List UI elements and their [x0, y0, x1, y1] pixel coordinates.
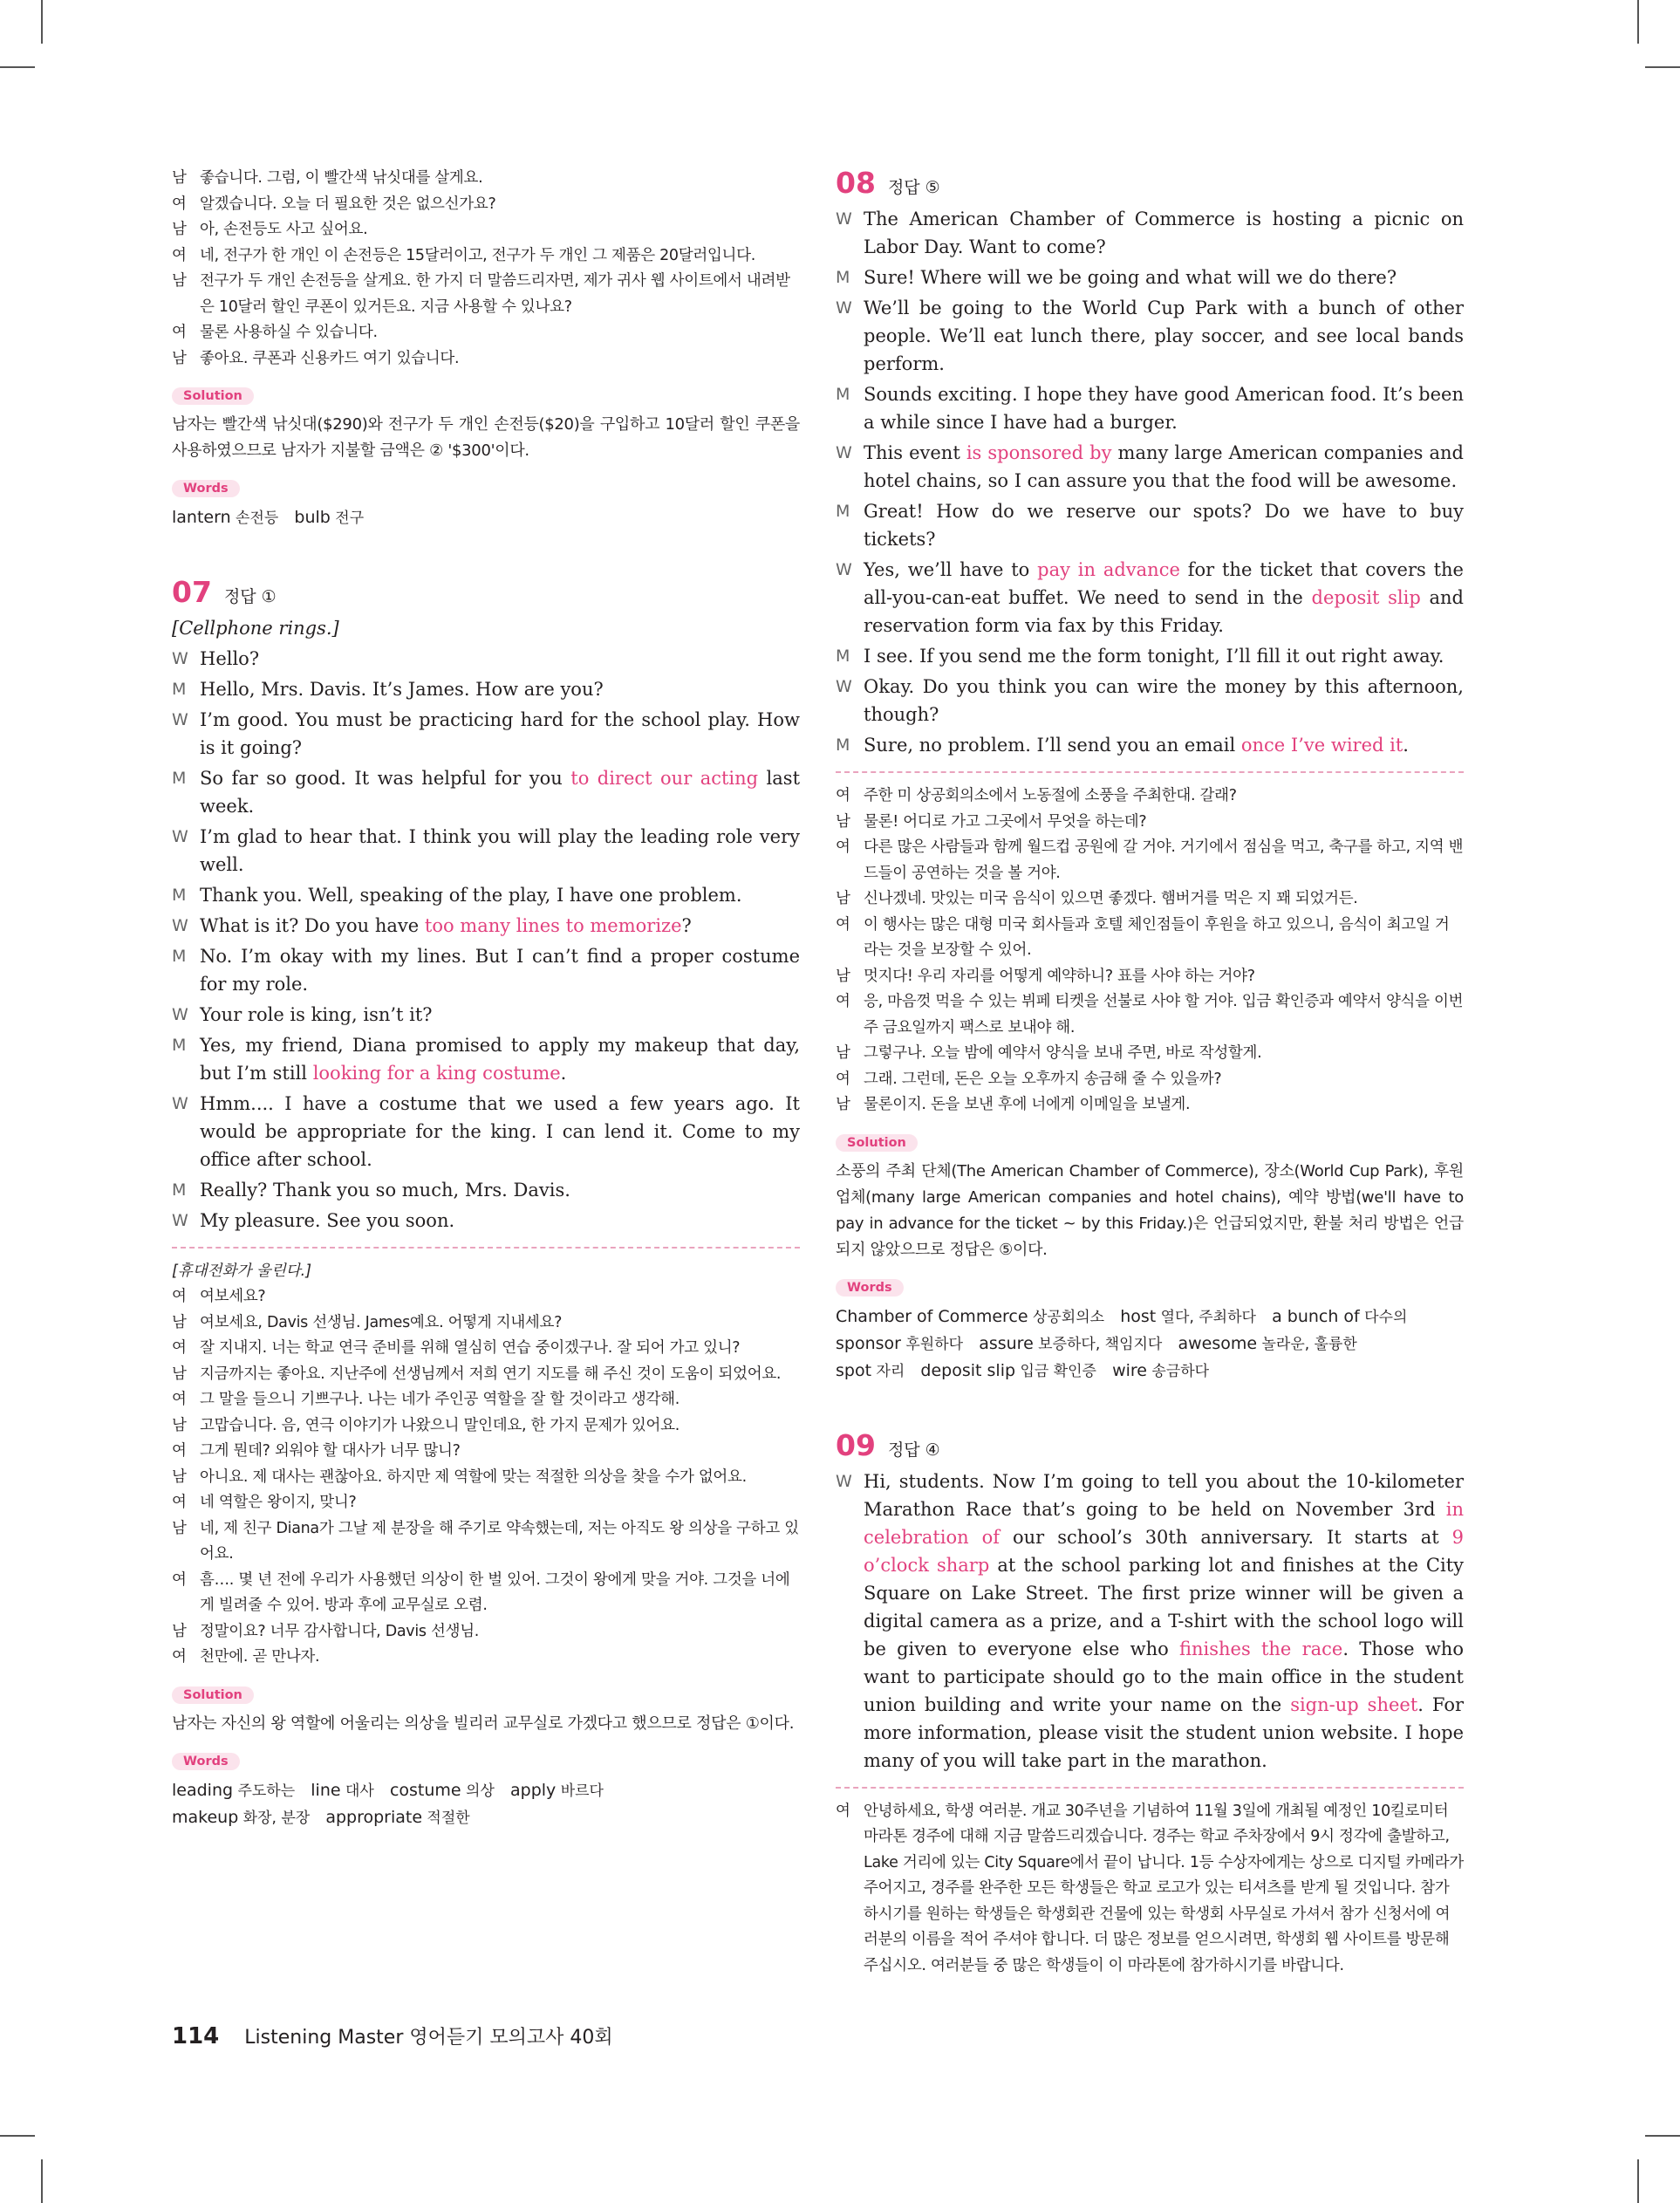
word-term: appropriate [325, 1807, 423, 1827]
line-text: 주한 미 상공회의소에서 노동절에 소풍을 주최한대. 갈래? [864, 787, 1237, 804]
speaker-label: 여 [172, 1288, 187, 1305]
speaker-label: W [836, 560, 852, 579]
speaker-label: M [836, 502, 850, 521]
dialogue-line [172, 1387, 800, 1413]
line-text: 이 행사는 많은 대형 미국 회사들과 호텔 체인점들이 후원을 하고 있으니, 음식이 최고일 거라는 것을 보장할 수 있어. [864, 915, 1450, 959]
dashed-divider [836, 1787, 1464, 1789]
speaker-label: W [172, 710, 188, 729]
dialogue-line [172, 912, 800, 940]
dialogue-line [836, 673, 1464, 729]
highlighted-phrase: sign-up sheet [1290, 1693, 1418, 1715]
line-text: 고맙습니다. 음, 연극 이야기가 나왔으니 말인데요, 한 가지 문제가 있어요. [200, 1416, 680, 1434]
dialogue-line [172, 269, 800, 320]
line-text: 좋아요. 쿠폰과 신용카드 여기 있습니다. [200, 349, 460, 367]
speaker-label: W [172, 827, 188, 846]
crop-mark [41, 2159, 43, 2203]
word-term: spot [836, 1360, 872, 1380]
line-text: 그렇구나. 오늘 밤에 예약서 양식을 보내 주면, 바로 작성할게. [864, 1044, 1262, 1062]
speaker-label: 여 [836, 1070, 850, 1088]
text-run: . Those who want to participate should go to the main office in the student union building and write your name on the [864, 1638, 1464, 1715]
dialogue-line [172, 1619, 800, 1645]
speaker-label: W [836, 298, 852, 318]
korean-stage-direction: [휴대전화가 울린다.] [172, 1262, 312, 1280]
line-text: 여보세요, Davis 선생님. James예요. 어떻게 지내세요? [200, 1313, 563, 1331]
crop-mark [1645, 66, 1680, 68]
speaker-label: 여 [836, 993, 850, 1010]
dialogue-line [836, 1041, 1464, 1067]
word-meaning: 다수의 [1359, 1308, 1408, 1326]
text-run: Hello? [200, 648, 260, 669]
text-run: Hmm.... I have a costume that we used a few years ago. It would be appropriate for the king. I can lend it. Come to my office after school. [200, 1093, 800, 1170]
dialogue-line [172, 320, 800, 346]
speaker-label: 남 [172, 1468, 187, 1486]
section08-korean-dialogue [836, 783, 1464, 1119]
line-text: 흠…. 몇 년 전에 우리가 사용했던 의상이 한 벌 있어. 그것이 왕에게 맞을 거야. 그것을 너에게 빌려줄 수 있어. 방과 후에 교무실로 오렴. [200, 1570, 790, 1614]
line-text [864, 294, 1464, 378]
answer-label: 정답 ① [223, 587, 277, 606]
speaker-label: 남 [172, 1365, 187, 1383]
word-term: deposit slip [920, 1360, 1016, 1380]
dialogue-line [836, 439, 1464, 495]
speaker-label: 여 [836, 838, 850, 856]
highlighted-phrase: in celebration of [864, 1498, 1464, 1548]
page-number: 114 [172, 2023, 220, 2049]
speaker-label: 여 [172, 1494, 187, 1511]
highlighted-phrase: once I’ve wired it [1240, 735, 1403, 756]
answer-label: 정답 ⑤ [887, 178, 940, 197]
speaker-label: 여 [172, 1570, 187, 1589]
text-run: for the ticket that covers the all-you-can-eat buffet. We need to send in the [864, 559, 1464, 608]
section06-solution-text: 남자는 빨간색 낚싯대($290)와 전구가 두 개인 손전등($20)을 구입하고 10달러 할인 쿠폰을 사용하였으므로 남자가 지불할 금액은 ② '$300'이다. [172, 415, 800, 460]
speaker-label: 남 [172, 272, 187, 290]
word-meaning: 적절한 [422, 1809, 470, 1827]
word-meaning: 화장, 분장 [238, 1809, 311, 1827]
section08-words [836, 1303, 1464, 1385]
line-text: 그게 뭔데? 외워야 할 대사가 너무 많니? [200, 1442, 461, 1460]
line-text: 전구가 두 개인 손전등을 살게요. 한 가지 더 말씀드리자면, 제가 귀사 웹 사이트에서 내려받은 10달러 할인 쿠폰이 있거든요. 지금 사용할 수 있나요? [200, 272, 790, 316]
left-column [172, 166, 800, 1831]
dialogue-line [172, 764, 800, 820]
word-meaning: 열다, 주최하다 [1156, 1308, 1256, 1326]
text-run: What is it? Do you have [200, 915, 425, 936]
text-run: I’m glad to hear that. I think you will play the leading role very well. [200, 826, 800, 875]
word-term: leading [172, 1780, 234, 1800]
line-text: 잘 지내지. 너는 학교 연극 준비를 위해 열심히 연습 중이겠구나. 잘 되어 가고 있니? [200, 1339, 741, 1357]
speaker-label: M [836, 385, 850, 404]
word-meaning: 손전등 [230, 510, 279, 527]
highlighted-phrase: pay in advance [1037, 559, 1180, 580]
dialogue-line [836, 731, 1464, 759]
crop-mark [1637, 2159, 1639, 2203]
word-term: sponsor [836, 1333, 901, 1353]
dialogue-line [172, 166, 800, 192]
word-term: wire [1112, 1360, 1147, 1380]
section07-korean-dialogue [172, 1284, 800, 1671]
section08-header [836, 166, 1464, 200]
section08-english-dialogue [836, 205, 1464, 759]
words-line [172, 1804, 800, 1831]
word-meaning: 바르다 [556, 1782, 604, 1800]
line-text: 좋습니다. 그럼, 이 빨간색 낚싯대를 살게요. [200, 169, 483, 187]
dialogue-line [836, 810, 1464, 836]
line-text: 그래. 그런데, 돈은 오늘 오후까지 송금해 줄 수 있을까? [864, 1070, 1222, 1088]
speaker-label: M [172, 1036, 187, 1055]
dialogue-line [172, 1516, 800, 1568]
right-column [836, 166, 1464, 1979]
dialogue-line [172, 217, 800, 243]
word-term: costume [389, 1780, 461, 1800]
dialogue-line [836, 886, 1464, 913]
text-run: many large American companies and hotel chains, so I can assure you that the food will be awesome. [864, 442, 1465, 491]
line-text: 안녕하세요, 학생 여러분. 개교 30주년을 기념하여 11월 3일에 개최될 예정인 10킬로미터 마라톤 경주에 대해 지금 말씀드리겠습니다. 경주는 학교 주차장에서 9시 정각에 출발하고, Lake 거리에 있는 City Square에서 끝이 납니다. 1등 수상자에게는 상으로 디지털 카메라가 주어지고, 경주를 완주한 모든 학생들은 학교 로고가 있는 티셔츠를 받게 될 것입니다. 참가하시기를 원하는 학생들은 학생회관 건물에 있는 학생회 사무실로 가셔서 참가 신청서에 여러분의 이름을 적어 주셔야 합니다. 더 많은 정보를 얻으시려면, 학생회 웹 사이트를 방문해 주십시오. 여러분들 중 많은 학생들이 이 마라톤에 참가하시기를 바랍니다. [864, 1802, 1464, 1974]
dialogue-line [836, 1799, 1464, 1980]
dialogue-line [836, 1468, 1464, 1775]
speaker-label: 남 [172, 1313, 187, 1331]
line-text [864, 673, 1464, 729]
speaker-label: 남 [172, 1416, 187, 1434]
dialogue-line [836, 989, 1464, 1041]
line-text [864, 642, 1464, 670]
speaker-label: W [172, 1094, 188, 1113]
line-text [200, 823, 800, 879]
word-term: line [311, 1780, 341, 1800]
dialogue-line [836, 556, 1464, 640]
line-text: 멋지다! 우리 자리를 어떻게 예약하니? 표를 사야 하는 거야? [864, 967, 1255, 985]
highlighted-phrase: finishes the race [1178, 1638, 1343, 1659]
text-run: Really? Thank you so much, Mrs. Davis. [200, 1180, 570, 1201]
text-run: at the school parking lot and finishes at the City Square on Lake Street. The first prize winner will be given a digital camera as a prize, and a T-shirt with the school logo will be given to everyone else who [864, 1554, 1465, 1659]
line-text: 아, 손전등도 사고 싶어요. [200, 221, 368, 238]
section06-korean-dialogue [172, 166, 800, 372]
line-text [200, 1176, 800, 1204]
line-text [864, 497, 1464, 553]
dialogue-line [172, 1207, 800, 1235]
speaker-label: M [172, 1180, 187, 1200]
speaker-label: M [172, 769, 187, 788]
section06-words [172, 504, 800, 531]
dialogue-line [172, 645, 800, 673]
dialogue-line [172, 192, 800, 218]
dialogue-line [172, 1568, 800, 1619]
speaker-label: 여 [836, 1802, 850, 1820]
text-run: Yes, my friend, Diana promised to apply my makeup that day, but I’m still [200, 1035, 800, 1084]
dialogue-line [836, 380, 1464, 436]
speaker-label: W [836, 1471, 852, 1491]
word-term: assure [979, 1333, 1034, 1353]
word-meaning: 입금 확인증 [1015, 1362, 1096, 1380]
word-term: awesome [1178, 1333, 1258, 1353]
dialogue-line [836, 263, 1464, 291]
speaker-label: 남 [172, 169, 187, 187]
word-term: a bunch of [1272, 1306, 1360, 1326]
line-text: 여보세요? [200, 1288, 266, 1305]
speaker-label: 여 [172, 324, 187, 341]
dialogue-line [836, 294, 1464, 378]
speaker-label: 남 [172, 221, 187, 238]
line-text [200, 912, 800, 940]
line-text [864, 556, 1464, 640]
text-run: our school’s 30th anniversary. It starts at [1000, 1526, 1452, 1548]
word-meaning: 대사 [340, 1782, 374, 1800]
text-run: Sure! Where will we be going and what will we do there? [864, 267, 1397, 288]
speaker-label: M [836, 268, 850, 287]
crop-mark [1645, 2135, 1680, 2137]
text-run: Thank you. Well, speaking of the play, I have one problem. [200, 885, 742, 906]
line-text: 아니요. 제 대사는 괜찮아요. 하지만 제 역할에 맞는 적절한 의상을 찾을 수가 없어요. [200, 1468, 747, 1486]
speaker-label: 남 [172, 1519, 187, 1537]
speaker-label: 여 [172, 1442, 187, 1460]
line-text: 다른 많은 사람들과 함께 월드컵 공원에 갈 거야. 거기에서 점심을 먹고, 축구를 하고, 지역 밴드들이 공연하는 것을 볼 거야. [864, 838, 1464, 882]
section07-header [172, 575, 800, 609]
speaker-label: 여 [836, 915, 850, 934]
text-run: We’ll be going to the World Cup Park with a bunch of other people. We’ll eat lunch there, play soccer, and see local bands perform. [864, 298, 1464, 374]
dashed-divider [836, 771, 1464, 773]
speaker-label: 남 [836, 967, 850, 985]
line-text [864, 1468, 1464, 1775]
text-run: Great! How do we reserve our spots? Do we have to buy tickets? [864, 501, 1464, 550]
crop-mark [0, 66, 35, 68]
section08-solution-text: 소풍의 주최 단체(The American Chamber of Commerce), 장소(World Cup Park), 후원 업체(many large American companies and hotel chains), 예약 방법(we'll have to pay in advance for the ticket ~ by this Friday.)은 언급되었지만, 환불 처리 방법은 언급되지 않았으므로 정답은 ⑤이다. [836, 1161, 1464, 1259]
solution-badge: Solution [172, 387, 254, 405]
word-term: host [1120, 1306, 1157, 1326]
speaker-label: 남 [172, 1622, 187, 1640]
word-term: Chamber of Commerce [836, 1306, 1028, 1326]
highlighted-phrase: too many lines to memorize [424, 915, 682, 936]
solution-badge: Solution [172, 1686, 254, 1704]
word-meaning: 전구 [330, 510, 365, 527]
section-number: 08 [836, 166, 876, 200]
line-text [864, 263, 1464, 291]
section09-korean-translation [836, 1799, 1464, 1980]
speaker-label: W [172, 916, 188, 935]
line-text [200, 675, 800, 703]
text-run: . For more information, please visit the student union website. I hope many of you will take part in the marathon. [864, 1693, 1464, 1771]
line-text [200, 706, 800, 762]
word-meaning: 놀라운, 훌륭한 [1257, 1335, 1357, 1353]
text-run: Your role is king, isn’t it? [200, 1004, 433, 1025]
dialogue-line [172, 1090, 800, 1173]
stage-direction: [Cellphone rings.] [172, 618, 339, 639]
speaker-label: 남 [836, 890, 850, 907]
dialogue-line [172, 942, 800, 998]
word-meaning: 의상 [461, 1782, 495, 1800]
line-text [864, 439, 1464, 495]
words-badge: Words [172, 480, 240, 497]
text-run: My pleasure. See you soon. [200, 1210, 455, 1231]
speaker-label: M [172, 680, 187, 699]
dialogue-line [172, 881, 800, 909]
dialogue-line [172, 243, 800, 270]
word-term: makeup [172, 1807, 239, 1827]
line-text [200, 942, 800, 998]
line-text: 신나겠네. 맛있는 미국 음식이 있으면 좋겠다. 햄버거를 먹은 지 꽤 되었거든. [864, 890, 1358, 907]
words-badge: Words [836, 1279, 904, 1296]
line-text: 지금까지는 좋아요. 지난주에 선생님께서 저희 연기 지도를 해 주신 것이 도움이 되었어요. [200, 1365, 782, 1383]
speaker-label: W [836, 443, 852, 462]
line-text [200, 881, 800, 909]
section07-english-dialogue [172, 645, 800, 1235]
dialogue-line [172, 823, 800, 879]
text-run: This event [864, 442, 966, 463]
section-number: 07 [172, 575, 212, 609]
word-meaning: 상공회의소 [1028, 1308, 1105, 1326]
text-run: I’m good. You must be practicing hard for the school play. How is it going? [200, 709, 800, 758]
dialogue-line [836, 913, 1464, 964]
speaker-label: 남 [172, 349, 187, 367]
speaker-label: W [172, 1005, 188, 1024]
speaker-label: 남 [836, 1044, 850, 1062]
dialogue-line [836, 1067, 1464, 1093]
dialogue-line [836, 205, 1464, 261]
line-text [200, 1031, 800, 1087]
speaker-label: 남 [836, 812, 850, 831]
line-text [200, 1001, 800, 1029]
section09-english-monologue [836, 1468, 1464, 1775]
line-text: 네 역할은 왕이지, 맞니? [200, 1494, 357, 1511]
dialogue-line [172, 1465, 800, 1491]
line-text: 천만에. 곧 만나자. [200, 1648, 320, 1666]
speaker-label: 여 [172, 1391, 187, 1408]
speaker-label: W [172, 649, 188, 668]
word-term: apply [510, 1780, 557, 1800]
speaker-label: 여 [172, 1339, 187, 1357]
dialogue-line [172, 1362, 800, 1388]
page-footer [172, 2022, 613, 2049]
line-text: 알겠습니다. 오늘 더 필요한 것은 없으신가요? [200, 195, 496, 213]
line-text: 물론이지. 돈을 보낸 후에 너에게 이메일을 보낼게. [864, 1096, 1191, 1113]
word-meaning: 주도하는 [233, 1782, 296, 1800]
highlighted-phrase: to direct our acting [570, 768, 759, 789]
dialogue-line [172, 1310, 800, 1337]
line-text [200, 1090, 800, 1173]
dialogue-line [172, 706, 800, 762]
text-run: Sure, no problem. I’ll send you an email [864, 735, 1241, 756]
speaker-label: 남 [836, 1096, 850, 1113]
dialogue-line [172, 1031, 800, 1087]
text-run: Okay. Do you think you can wire the money by this afternoon, though? [864, 676, 1464, 725]
section07-solution-text: 남자는 자신의 왕 역할에 어울리는 의상을 빌리러 교무실로 가겠다고 했으므로 정답은 ①이다. [172, 1714, 795, 1733]
speaker-label: 여 [836, 787, 850, 804]
crop-mark [0, 2135, 35, 2137]
word-meaning: 후원하다 [900, 1335, 964, 1353]
line-text: 물론! 어디로 가고 그곳에서 무엇을 하는데? [864, 812, 1147, 831]
dialogue-line [172, 675, 800, 703]
word-meaning: 자리 [871, 1362, 905, 1380]
words-badge: Words [172, 1753, 240, 1770]
word-meaning: 보증하다, 책임지다 [1033, 1335, 1163, 1353]
text-run: Hi, students. Now I’m going to tell you about the 10-kilometer Marathon Race that’s going to be held on November 3rd [864, 1470, 1464, 1520]
line-text: 네, 전구가 한 개인 이 손전등은 15달러이고, 전구가 두 개인 그 제품은 20달러입니다. [200, 246, 756, 264]
dialogue-line [172, 1645, 800, 1671]
text-run: and reservation form via fax by this Friday. [864, 587, 1464, 636]
text-run: . [1403, 735, 1409, 756]
line-text [864, 380, 1464, 436]
dialogue-line [836, 835, 1464, 886]
words-line [836, 1331, 1464, 1358]
text-run: Yes, we’ll have to [864, 559, 1038, 580]
dialogue-line [172, 1336, 800, 1362]
dialogue-line [172, 1284, 800, 1310]
dashed-divider [172, 1247, 800, 1249]
speaker-label: 여 [172, 1648, 187, 1666]
word-term: lantern [172, 508, 231, 527]
section07-words [172, 1777, 800, 1831]
dialogue-line [836, 497, 1464, 553]
words-line [172, 1777, 800, 1804]
line-text: 물론 사용하실 수 있습니다. [200, 324, 378, 341]
text-run: Hello, Mrs. Davis. It’s James. How are you? [200, 679, 604, 700]
text-run: I see. If you send me the form tonight, I’ll fill it out right away. [864, 646, 1444, 667]
highlighted-phrase: looking for a king costume [312, 1063, 561, 1084]
speaker-label: M [836, 735, 850, 755]
section09-header [836, 1428, 1464, 1462]
line-text [200, 764, 800, 820]
highlighted-phrase: 9 o’clock sharp [864, 1526, 1464, 1576]
line-text [200, 645, 800, 673]
text-run: So far so good. It was helpful for you [200, 768, 571, 789]
text-run: The American Chamber of Commerce is hosting a picnic on Labor Day. Want to come? [864, 209, 1464, 257]
dialogue-line [172, 346, 800, 373]
speaker-label: W [836, 209, 852, 229]
dialogue-line [172, 1439, 800, 1465]
dialogue-line [836, 783, 1464, 810]
crop-mark [1637, 0, 1639, 44]
dialogue-line [836, 1092, 1464, 1119]
word-term: bulb [294, 508, 331, 527]
word-meaning: 송금하다 [1147, 1362, 1210, 1380]
words-line [172, 504, 800, 531]
text-run: ? [681, 915, 692, 936]
speaker-label: 여 [172, 246, 187, 264]
text-run: Sounds exciting. I hope they have good American food. It’s been a while since I have had a burger. [864, 384, 1464, 433]
line-text [864, 205, 1464, 261]
highlighted-phrase: deposit slip [1311, 587, 1421, 608]
text-run: last week. [200, 768, 801, 817]
words-line [836, 1358, 1464, 1385]
speaker-label: W [836, 677, 852, 696]
dialogue-line [836, 964, 1464, 990]
dialogue-line [172, 1001, 800, 1029]
line-text: 네, 제 친구 Diana가 그날 제 분장을 해 주기로 약속했는데, 저는 아직도 왕 의상을 구하고 있어요. [200, 1519, 799, 1563]
dialogue-line [172, 1176, 800, 1204]
book-title: Listening Master 영어듣기 모의고사 40회 [244, 2027, 613, 2049]
line-text: 정말이요? 너무 감사합니다, Davis 선생님. [200, 1622, 480, 1640]
highlighted-phrase: is sponsored by [966, 442, 1112, 463]
solution-badge: Solution [836, 1134, 918, 1152]
answer-label: 정답 ④ [887, 1440, 940, 1460]
dialogue-line [172, 1413, 800, 1440]
speaker-label: 여 [172, 195, 187, 213]
crop-mark [41, 0, 43, 44]
section-number: 09 [836, 1427, 876, 1462]
dialogue-line [172, 1490, 800, 1516]
words-line [836, 1303, 1464, 1331]
line-text: 그 말을 들으니 기쁘구나. 나는 네가 주인공 역할을 잘 할 것이라고 생각해. [200, 1391, 680, 1408]
line-text [200, 1207, 800, 1235]
dialogue-line [836, 642, 1464, 670]
speaker-label: W [172, 1211, 188, 1230]
line-text [864, 731, 1464, 759]
speaker-label: M [836, 647, 850, 666]
line-text: 응, 마음껏 먹을 수 있는 뷔페 티켓을 선불로 사야 할 거야. 입금 확인증과 예약서 양식을 이번 주 금요일까지 팩스로 보내야 해. [864, 993, 1464, 1037]
speaker-label: M [172, 886, 187, 905]
text-run: . [560, 1063, 567, 1084]
text-run: No. I’m okay with my lines. But I can’t find a proper costume for my role. [200, 946, 800, 995]
speaker-label: M [172, 947, 187, 966]
